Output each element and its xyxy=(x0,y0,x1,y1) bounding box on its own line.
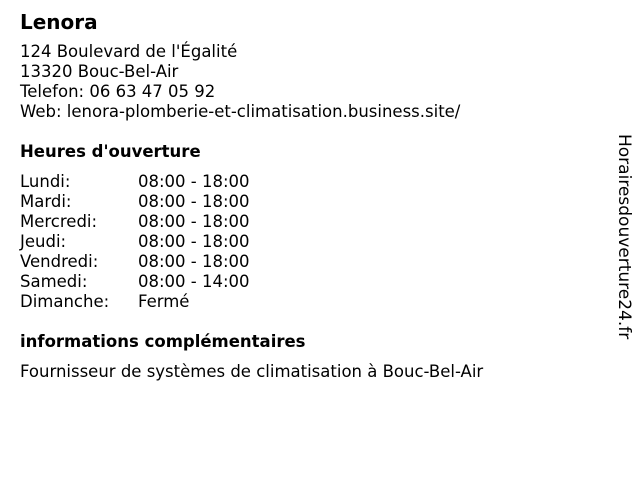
hours-day: Mardi: xyxy=(20,192,72,211)
hours-time: 08:00 - 18:00 xyxy=(138,252,250,271)
address-street: 124 Boulevard de l'Égalité xyxy=(20,42,238,61)
site-watermark: Horairesdouverture24.fr xyxy=(614,134,634,340)
business-card xyxy=(20,10,590,382)
hours-time: 08:00 - 14:00 xyxy=(138,272,250,291)
hours-time: 08:00 - 18:00 xyxy=(138,172,250,191)
hours-day: Samedi: xyxy=(20,272,88,291)
hours-row-saturday xyxy=(20,272,590,292)
hours-day: Jeudi: xyxy=(20,232,67,251)
hours-row-monday xyxy=(20,172,590,192)
website-line: Web: lenora-plomberie-et-climatisation.business.site/ xyxy=(20,102,461,121)
hours-row-wednesday xyxy=(20,212,590,232)
phone-line: Telefon: 06 63 47 05 92 xyxy=(20,82,216,101)
opening-hours-heading: Heures d'ouverture xyxy=(20,142,201,161)
hours-row-friday xyxy=(20,252,590,272)
additional-info-heading: informations complémentaires xyxy=(20,332,306,351)
hours-row-sunday xyxy=(20,292,590,312)
hours-time: 08:00 - 18:00 xyxy=(138,212,250,231)
opening-hours-table xyxy=(20,172,590,312)
hours-row-thursday xyxy=(20,232,590,252)
address-city: 13320 Bouc-Bel-Air xyxy=(20,62,179,81)
hours-time: 08:00 - 18:00 xyxy=(138,232,250,251)
hours-day: Dimanche: xyxy=(20,292,110,311)
hours-day: Lundi: xyxy=(20,172,71,191)
hours-time: Fermé xyxy=(138,292,190,311)
hours-time: 08:00 - 18:00 xyxy=(138,192,250,211)
hours-day: Mercredi: xyxy=(20,212,98,231)
hours-row-tuesday xyxy=(20,192,590,212)
additional-info-text: Fournisseur de systèmes de climatisation à Bouc-Bel-Air xyxy=(20,362,484,381)
hours-day: Vendredi: xyxy=(20,252,99,271)
business-name: Lenora xyxy=(20,10,98,34)
address-block xyxy=(20,42,590,122)
